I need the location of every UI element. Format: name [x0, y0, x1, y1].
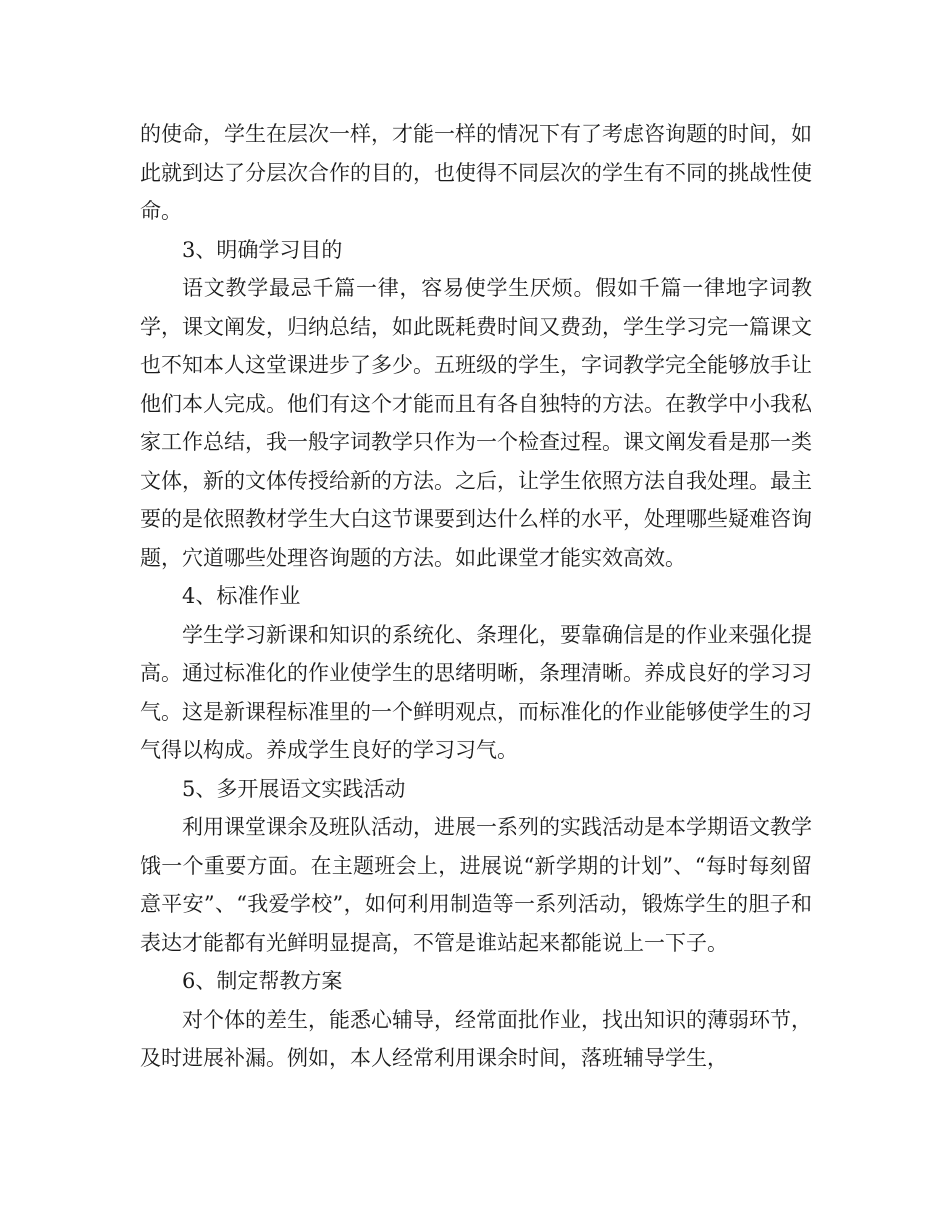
paragraph-chinese-teaching: 语文教学最忌千篇一律，容易使学生厌烦。假如千篇一律地字词教学，课文阐发，归纳总结，如此既耗费时间又费劲，学生学习完一篇课文也不知本人这堂课进步了多少。五班级的学生，字词教学完全能够放手让他们本人完成。他们有这个才能而且有各自独特的方法。在教学中小我私家工作总结，我一般字词教学只作为一个检查过程。课文阐发看是那一类文体，新的文体传授给新的方法。之后，让学生依照方法自我处理。最主要的是依照教材学生大白这节课要到达什么样的水平，处理哪些疑难咨询题，穴道哪些处理咨询题的方法。如此课堂才能实效高效。 — [140, 276, 812, 570]
heading-standard-homework: 4、标准作业 — [182, 584, 301, 608]
document-body — [140, 115, 812, 1078]
heading-practice-activities: 5、多开展语文实践活动 — [182, 776, 406, 801]
paragraph-tutoring: 对个体的差生，能悉心辅导，经常面批作业，找出知识的薄弱环节，及时进展补漏。例如，本人经常利用课余时间，落班辅导学生， — [140, 1007, 812, 1070]
paragraph-mission-continuation: 的使命，学生在层次一样，才能一样的情况下有了考虑咨询题的时间，如此就到达了分层次合作的目的，也使得不同层次的学生有不同的挑战性使命。 — [140, 122, 812, 223]
paragraph-homework: 学生学习新课和知识的系统化、条理化，要靠确信是的作业来强化提高。通过标准化的作业使学生的思绪明晰，条理清晰。养成良好的学习习气。这是新课程标准里的一个鲜明观点，而标准化的作业能够使学生的习气得以构成。养成学生良好的学习习气。 — [140, 622, 812, 762]
paragraph-practice-activities: 利用课堂课余及班队活动，进展一系列的实践活动是本学期语文教学饿一个重要方面。在主题班会上，进展说“新学期的计划”、“每时每刻留意平安”、“我爱学校”，如何利用制造等一系列活动，锻炼学生的胆子和表达才能都有光鲜明显提高，不管是谁站起来都能说上一下子。 — [140, 815, 812, 955]
heading-clear-learning-goal: 3、明确学习目的 — [182, 237, 343, 262]
heading-tutoring-plan: 6、制定帮教方案 — [182, 969, 343, 993]
